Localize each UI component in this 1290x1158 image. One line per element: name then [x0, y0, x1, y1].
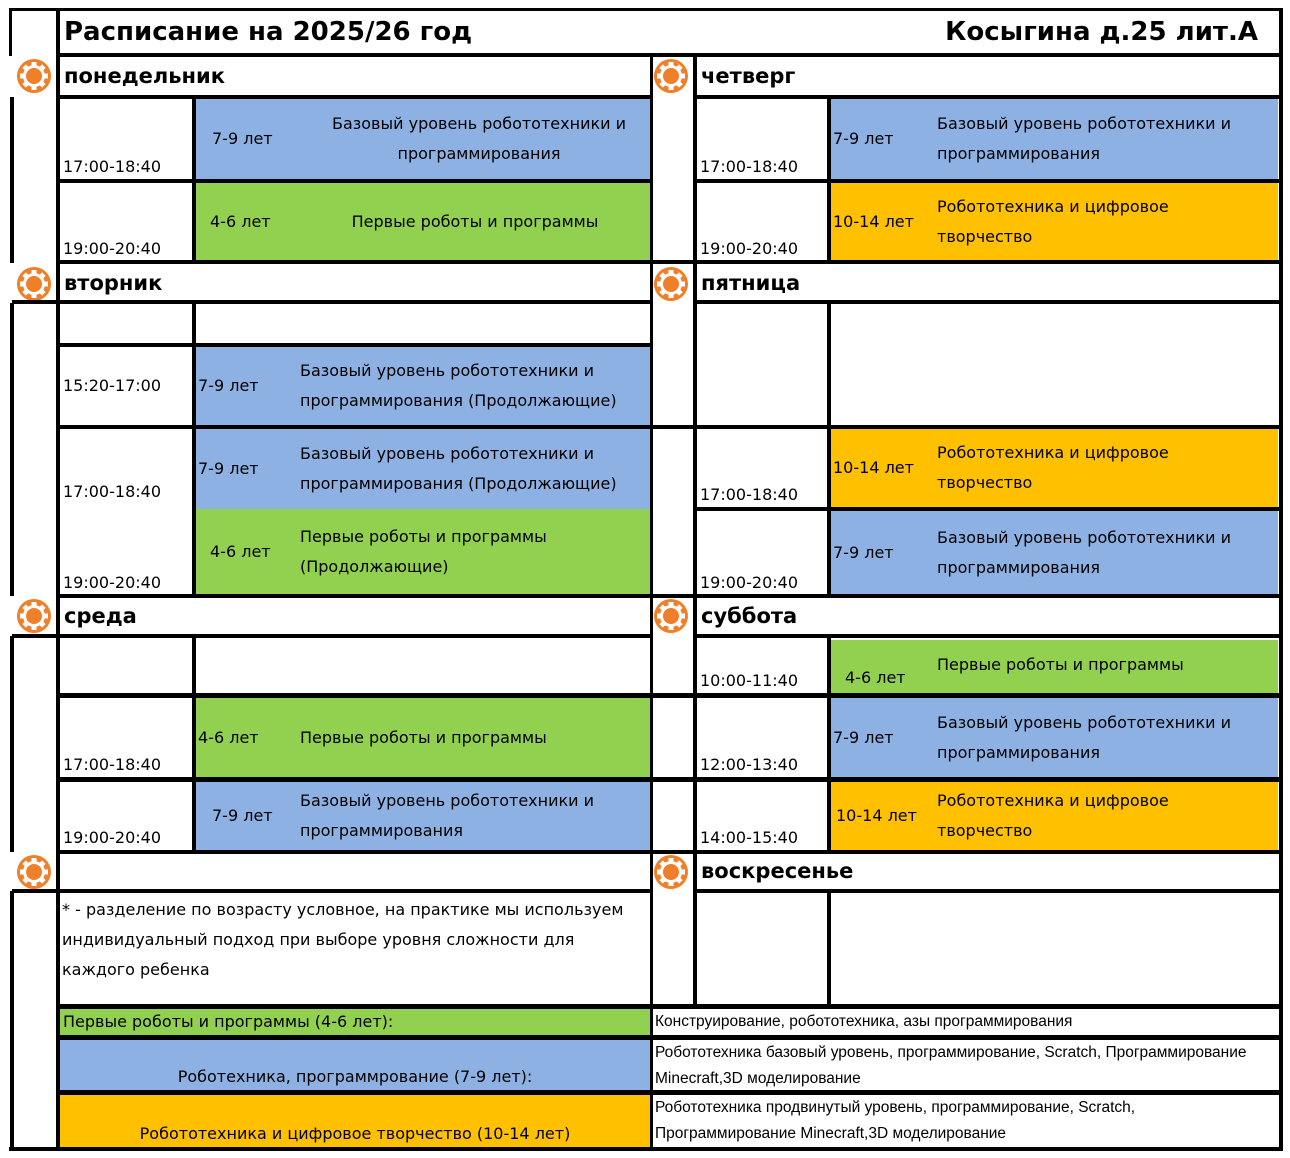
empty-cell: [60, 306, 192, 343]
age-note: * - разделение по возрасту условное, на практике мы используем индивидуальный подход при выборе уровня сложности для каждого ребенка: [62, 900, 624, 979]
grid-line: [693, 634, 1283, 638]
grid-line: [693, 507, 1283, 511]
grid-line: [693, 889, 1283, 893]
grid-line: [56, 1004, 1283, 1009]
class-cell: [831, 183, 1278, 261]
grid-line: [693, 179, 1283, 183]
grid-line: [10, 636, 14, 852]
age-label: 7-9 лет: [833, 129, 894, 148]
age-label: 10-14 лет: [836, 806, 917, 825]
time-label: 15:20-17:00: [63, 376, 161, 395]
class-cell: [831, 640, 1278, 693]
grid-line: [650, 54, 653, 1149]
empty-cell: [697, 895, 827, 1003]
class-cell: [831, 511, 1278, 595]
grid-line: [56, 1035, 1283, 1040]
time-label: 17:00-18:40: [63, 482, 161, 501]
grid-line: [56, 850, 1283, 854]
class-cell: [831, 698, 1278, 777]
course-label: Базовый уровень робототехники и программирования: [937, 712, 1232, 762]
gear-icon: [14, 264, 54, 304]
grid-line: [56, 95, 653, 99]
course-label: Первые роботы и программы: [300, 727, 547, 747]
grid-line: [9, 8, 1283, 11]
time-label: 17:00-18:40: [63, 755, 161, 774]
time-label: 12:00-13:40: [700, 755, 798, 774]
address-label: Косыгина д.25 лит.А: [945, 17, 1258, 47]
age-label: 7-9 лет: [198, 376, 259, 395]
time-label: 17:00-18:40: [700, 485, 798, 504]
time-label: 19:00-20:40: [63, 828, 161, 847]
grid-line: [827, 303, 831, 596]
class-cell: [196, 99, 650, 179]
class-cell: [196, 782, 650, 850]
age-label: 4-6 лет: [198, 727, 259, 747]
class-cell: [196, 509, 650, 595]
grid-line: [56, 179, 653, 183]
empty-cell: [697, 306, 827, 425]
age-label: 7-9 лет: [833, 543, 894, 562]
time-label: 17:00-18:40: [700, 157, 798, 176]
class-cell: [196, 347, 650, 425]
time-label: 17:00-18:40: [63, 157, 161, 176]
time-cell: [60, 347, 192, 425]
grid-line: [9, 1147, 1283, 1151]
grid-line: [693, 300, 1283, 304]
gear-icon: [651, 264, 691, 304]
age-label: 10-14 лет: [833, 212, 914, 231]
course-label: Первые роботы и программы: [351, 212, 599, 231]
time-label: 14:00-15:40: [700, 828, 798, 847]
time-label: 19:00-20:40: [700, 573, 798, 592]
time-label: 19:00-20:40: [63, 239, 161, 258]
age-label: 7-9 лет: [198, 459, 259, 478]
time-cell: [60, 183, 192, 261]
day-header-monday: понедельник: [64, 64, 226, 88]
legend-description: Робототехника продвинутый уровень, программирование, Scratch, Программирование Minecraft,3D моделирование: [655, 1099, 1136, 1142]
day-header-tuesday: вторник: [64, 271, 163, 295]
empty-cell: [831, 306, 1278, 425]
age-label: 4-6 лет: [210, 212, 271, 231]
gear-icon: [14, 852, 54, 892]
day-header-wednesday: среда: [64, 604, 137, 628]
time-label: 19:00-20:40: [63, 573, 161, 592]
empty-cell: [60, 640, 192, 693]
empty-cell: [196, 306, 650, 343]
grid-line: [12, 634, 653, 638]
day-header-saturday: суббота: [701, 604, 798, 628]
grid-line: [56, 260, 1283, 264]
grid-line: [827, 636, 831, 852]
day-header-thursday: четверг: [701, 64, 796, 88]
legend-program: Роботехника, программрование (7-9 лет):: [60, 1040, 650, 1090]
course-label: Базовый уровень робототехники и программирования: [937, 114, 1232, 163]
grid-line: [56, 1090, 1283, 1095]
grid-line: [192, 636, 196, 852]
grid-line: [10, 97, 14, 263]
grid-line: [10, 891, 14, 1151]
grid-line: [56, 693, 1283, 698]
course-label: Базовый уровень робототехники и программирования (Продолжающие): [300, 361, 617, 410]
time-cell: [697, 698, 827, 777]
age-label: 10-14 лет: [833, 458, 914, 477]
time-cell: [697, 511, 827, 595]
legend-description: Робототехника базовый уровень, программирование, Scratch, Программирование Minecraft,3D моделирование: [655, 1044, 1247, 1087]
gear-icon: [651, 56, 691, 96]
age-label: 7-9 лет: [212, 806, 273, 825]
class-cell: [831, 99, 1278, 179]
gear-icon: [14, 56, 54, 96]
legend-description: Конструирование, робототехника, азы программирования: [655, 1013, 1073, 1030]
time-cell: [697, 429, 827, 507]
course-label: Робототехника и цифровое творчество: [937, 443, 1169, 492]
day-header-sunday: воскресенье: [701, 859, 854, 883]
grid-line: [12, 889, 653, 893]
grid-line: [56, 53, 1283, 57]
course-label: Первые роботы и программы: [937, 655, 1184, 674]
class-cell: [196, 429, 650, 509]
course-label: Базовый уровень робототехники и программирования: [300, 791, 595, 840]
time-cell: [60, 782, 192, 850]
time-cell: [697, 782, 827, 850]
grid-line: [56, 594, 1283, 598]
course-label: Базовый уровень робототехники и программирования: [331, 114, 627, 163]
course-label: Базовый уровень робототехники и программирования (Продолжающие): [300, 444, 617, 493]
age-label: 4-6 лет: [845, 668, 906, 687]
course-label: Первые роботы и программы (Продолжающие): [300, 527, 547, 576]
grid-line: [693, 54, 697, 1005]
class-cell: [831, 782, 1278, 850]
time-cell: [60, 698, 192, 777]
grid-line: [10, 303, 14, 596]
grid-line: [9, 8, 12, 56]
time-cell: [697, 183, 827, 261]
time-label: 10:00-11:40: [700, 671, 798, 690]
time-cell: [60, 429, 192, 595]
course-label: Робототехника и цифровое творчество: [937, 197, 1169, 246]
age-label: 7-9 лет: [212, 129, 273, 148]
time-cell: [697, 640, 827, 693]
time-label: 19:00-20:40: [700, 239, 798, 258]
age-label: 4-6 лет: [210, 542, 271, 561]
time-cell: [697, 99, 827, 179]
age-label: 7-9 лет: [833, 727, 894, 747]
legend-program: Первые роботы и программы (4-6 лет):: [60, 1009, 650, 1035]
class-cell: [831, 429, 1278, 507]
empty-cell: [196, 640, 650, 693]
course-label: Робототехника и цифровое творчество: [937, 791, 1169, 840]
day-header-friday: пятница: [701, 271, 801, 295]
time-cell: [60, 99, 192, 179]
class-cell: [196, 183, 650, 261]
grid-line: [827, 891, 831, 1005]
grid-line: [56, 777, 1283, 782]
page-title: Расписание на 2025/26 год: [64, 17, 473, 47]
grid-line: [693, 95, 1283, 99]
grid-line: [56, 425, 1283, 429]
gear-icon: [14, 596, 54, 636]
legend-program: Робототехника и цифровое творчество (10-14 лет): [60, 1095, 650, 1147]
empty-cell: [831, 895, 1278, 1003]
gear-icon: [651, 596, 691, 636]
gear-icon: [651, 852, 691, 892]
grid-line: [56, 343, 653, 347]
grid-line: [12, 300, 653, 304]
class-cell: [196, 698, 650, 777]
course-label: Базовый уровень робототехники и программирования: [937, 528, 1232, 577]
